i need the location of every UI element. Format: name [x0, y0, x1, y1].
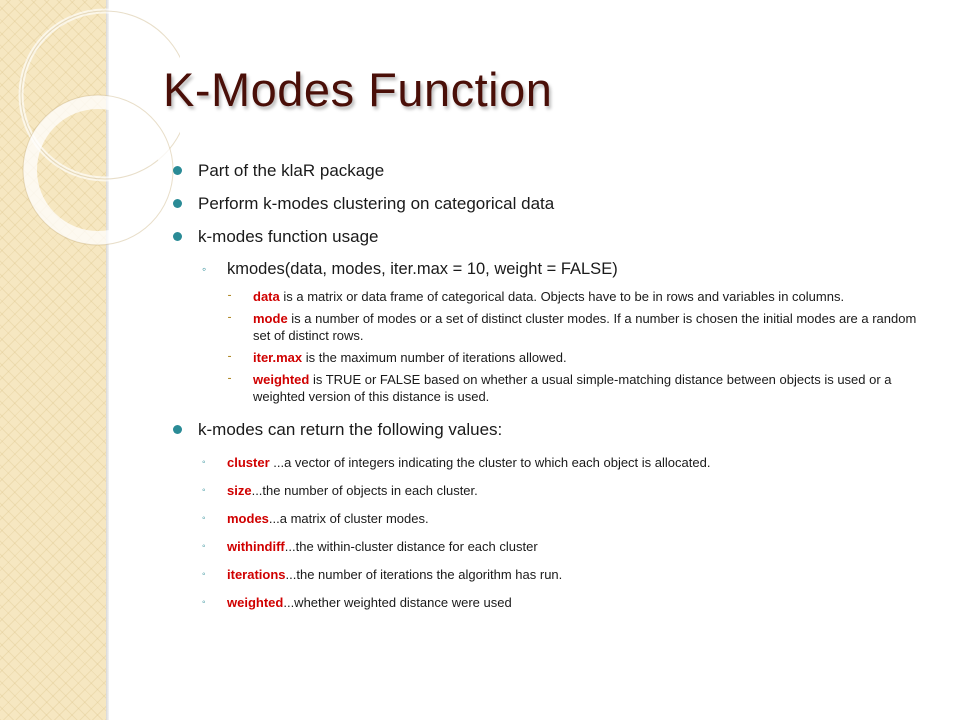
param-desc: is a number of modes or a set of distinct cluster modes. If a number is chosen the initial modes are a random set of distinct rows. [253, 311, 917, 343]
return-name: weighted [227, 595, 284, 610]
param-name: weighted [253, 372, 310, 387]
return-name: withindiff [227, 539, 285, 554]
bullet-package [171, 160, 931, 181]
return-item [200, 454, 931, 471]
bullet-dot [173, 199, 182, 208]
return-name: modes [227, 511, 269, 526]
param-name: iter.max [253, 350, 303, 365]
sub-bullet-glyph: ◦ [202, 262, 207, 276]
bullet-text: Perform k-modes clustering on categorical data [198, 194, 555, 213]
param-desc: is the maximum number of iterations allowed. [302, 350, 567, 365]
return-desc: ...a vector of integers indicating the cluster to which each object is allocated. [269, 455, 711, 470]
signature-text: kmodes(data, modes, iter.max = 10, weight = FALSE) [227, 260, 618, 278]
return-item [200, 566, 931, 583]
return-item [200, 594, 931, 611]
return-name: iterations [227, 567, 286, 582]
bullet-purpose [171, 193, 931, 214]
decorative-circles [0, 0, 180, 260]
return-desc: ...whether weighted distance were used [283, 595, 512, 610]
param-desc: is TRUE or FALSE based on whether a usual simple-matching distance between objects is used or a weighted version of this distance is used. [253, 372, 892, 404]
bullet-dot [173, 232, 182, 241]
return-name: cluster [227, 455, 270, 470]
sub-sub-bullet-glyph: ⁃ [227, 374, 232, 385]
param-item [226, 288, 931, 305]
bullet-text: Part of the klaR package [198, 161, 385, 180]
sub-bullet-glyph: ◦ [202, 569, 206, 580]
return-desc: ...the number of objects in each cluster. [251, 483, 478, 498]
slide-body [171, 160, 931, 622]
sub-bullet-glyph: ◦ [202, 485, 206, 496]
sub-bullet-glyph: ◦ [202, 513, 206, 524]
bullet-dot [173, 166, 182, 175]
sub-bullet-glyph: ◦ [202, 541, 206, 552]
bullet-usage [171, 226, 931, 247]
usage-signature [200, 259, 931, 280]
bullet-text: k-modes can return the following values: [198, 420, 503, 439]
return-desc: ...a matrix of cluster modes. [268, 511, 429, 526]
param-name: data [253, 289, 280, 304]
param-item [226, 349, 931, 366]
sub-sub-bullet-glyph: ⁃ [227, 352, 232, 363]
slide-title: K-Modes Function [163, 63, 553, 116]
sub-bullet-glyph: ◦ [202, 457, 206, 468]
param-desc: is a matrix or data frame of categorical data. Objects have to be in rows and variables in columns. [279, 289, 845, 304]
param-item [226, 310, 931, 344]
return-item [200, 482, 931, 499]
param-item [226, 371, 931, 405]
param-name: mode [253, 311, 288, 326]
return-desc: ...the number of iterations the algorithm has run. [285, 567, 563, 582]
bullet-text: k-modes function usage [198, 227, 379, 246]
return-item [200, 538, 931, 555]
return-item [200, 510, 931, 527]
sub-sub-bullet-glyph: ⁃ [227, 313, 232, 324]
bullet-dot [173, 425, 182, 434]
sub-sub-bullet-glyph: ⁃ [227, 291, 232, 302]
return-name: size [227, 483, 252, 498]
bullet-return-values [171, 419, 931, 440]
sub-bullet-glyph: ◦ [202, 597, 206, 608]
return-desc: ...the within-cluster distance for each cluster [284, 539, 538, 554]
